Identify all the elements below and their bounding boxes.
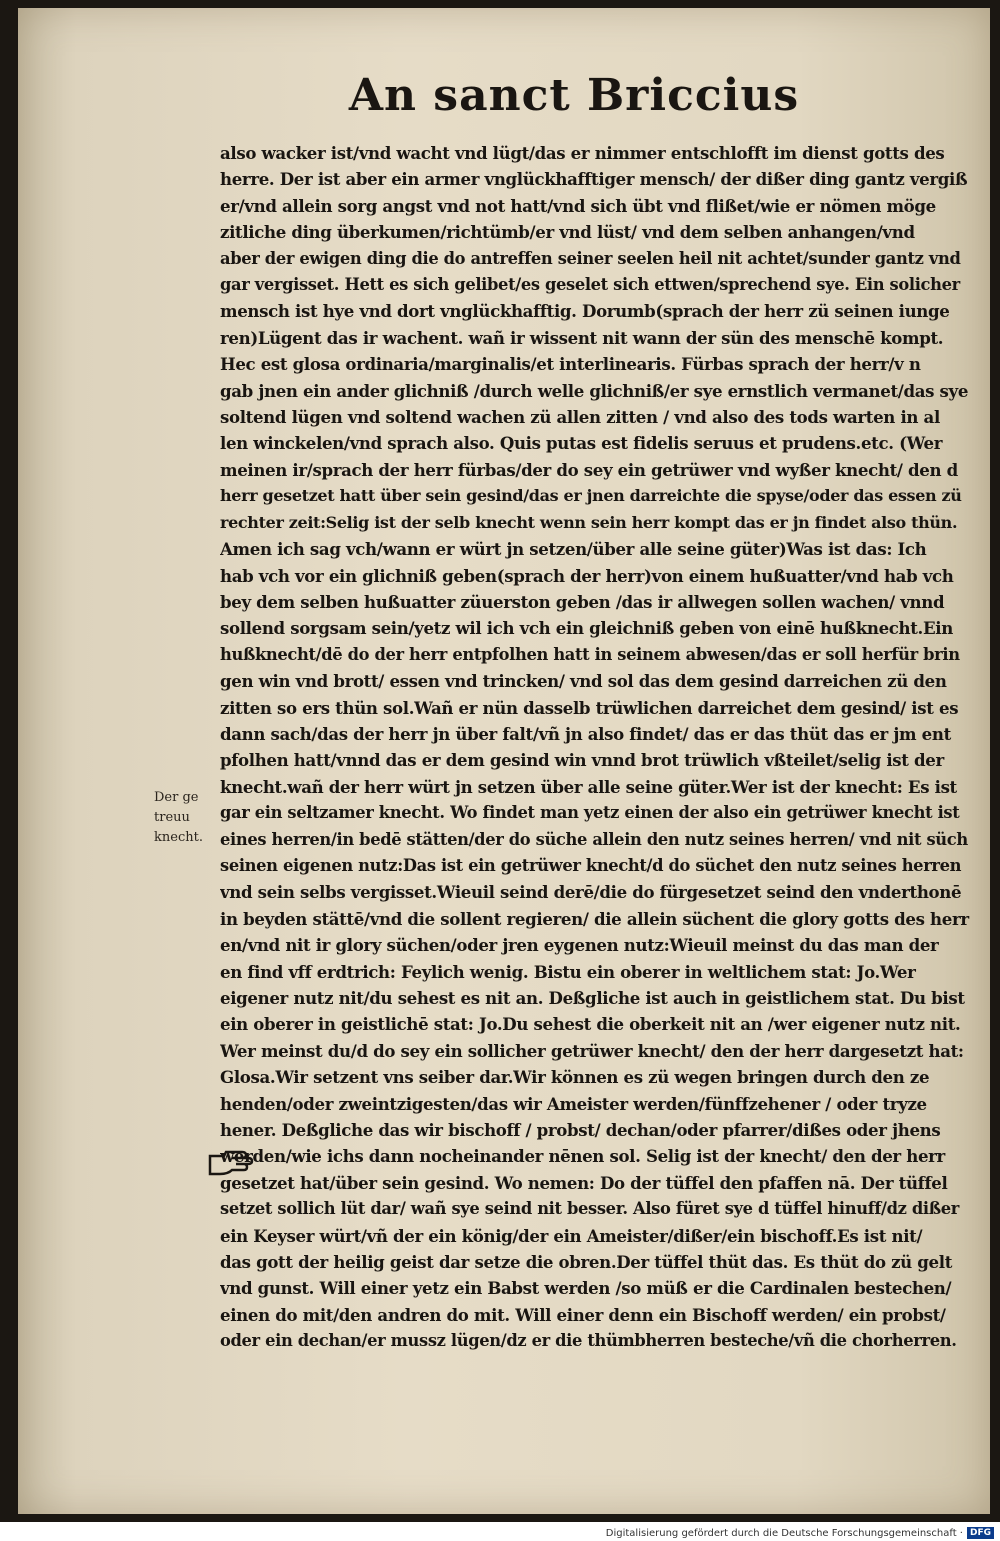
- text-line: Glosa.Wir setzent vns seiber dar.Wir können es zü wegen bringen durch den ze: [220, 1067, 930, 1088]
- text-line: hab vch vor ein glichniß geben(sprach der herr)von einem hußuatter/vnd hab vch: [220, 565, 954, 586]
- text-line: meinen ir/sprach der herr fürbas/der do sey ein getrüwer vnd wyßer knecht/ den d: [220, 459, 958, 480]
- text-line: knecht.wañ der herr würt jn setzen über alle seine güter.Wer ist der knecht: Es ist: [220, 776, 957, 797]
- text-line: soltend lügen vnd soltend wachen zü allen zitten / vnd also des tods warten in al: [220, 407, 940, 428]
- text-line: herre. Der ist aber ein armer vnglückhafftiger mensch/ der dißer ding gantz vergiß: [220, 169, 968, 190]
- text-line: einen do mit/den andren do mit. Will einer denn ein Bischoff werden/ ein probst/: [220, 1304, 946, 1325]
- text-line: ren)Lügent das ir wachent. wañ ir wissent nit wann der sün des menschē kompt.: [220, 327, 944, 348]
- text-line: bey dem selben hußuatter züuerston geben /das ir allwegen sollen wachen/ vnnd: [220, 591, 945, 612]
- text-line: in beyden stättē/vnd die sollent regieren/ die allein süchent die glory gotts des herr: [220, 908, 969, 929]
- text-line: er/vnd allein sorg angst vnd not hatt/vnd sich übt vnd flißet/wie er nömen möge: [220, 195, 936, 216]
- text-line: das gott der heilig geist dar setze die obren.Der tüffel thüt das. Es thüt do zü gelt: [220, 1252, 953, 1273]
- text-line: gesetzet hat/über sein gesind. Wo nemen: Do der tüffel den pfaffen nā. Der tüffel: [220, 1172, 948, 1193]
- text-line: ein oberer in geistlichē stat: Jo.Du sehest die oberkeit nit an /wer eigener nutz nit.: [220, 1014, 961, 1035]
- text-line: eigener nutz nit/du sehest es nit an. Deßgliche ist auch in geistlichem stat. Du bist: [220, 988, 965, 1008]
- text-line: sollend sorgsam sein/yetz wil ich vch ein gleichniß geben von einē hußknecht.Ein: [220, 618, 953, 639]
- text-line: ein Keyser würt/vñ der ein könig/der ein Ameister/dißer/ein bischoff.Es ist nit/: [220, 1225, 923, 1246]
- text-line: zitliche ding überkumen/richtümb/er vnd lüst/ vnd dem selben anhangen/vnd: [220, 222, 915, 243]
- text-line: herr gesetzet hatt über sein gesind/das er jnen darreichte die spyse/oder das essen zü: [220, 486, 962, 506]
- margin-note-line: Der ge: [154, 790, 199, 805]
- text-line: also wacker ist/vnd wacht vnd lügt/das er nimmer entschlofft im dienst gotts des: [220, 143, 945, 163]
- text-line: en/vnd nit ir glory süchen/oder jren eygenen nutz:Wieuil meinst du das man der: [220, 935, 939, 956]
- text-line: gar vergisset. Hett es sich gelibet/es geselet sich ettwen/sprechend sye. Ein solicher: [220, 275, 960, 295]
- text-line: pfolhen hatt/vnnd das er dem gesind win vnnd brot trüwlich vßteilet/selig ist der: [220, 750, 944, 771]
- book-page: [18, 8, 990, 1514]
- text-line: gen win vnd brott/ essen vnd trincken/ vnd sol das dem gesind darreichen zü den: [220, 671, 947, 692]
- margin-note-line: treuu: [154, 810, 190, 825]
- text-line: eines herren/in bedē stätten/der do süche allein den nutz seines herren/ vnd nit süch: [220, 829, 968, 849]
- text-line: Hec est glosa ordinaria/marginalis/et interlinearis. Fürbas sprach der herr/v n: [220, 354, 921, 375]
- text-line: Wer meinst du/d do sey ein sollicher getrüwer knecht/ den der herr dargesetzt hat:: [220, 1040, 964, 1061]
- text-line: len winckelen/vnd sprach also. Quis putas est fidelis seruus et prudens.etc. (Wer: [220, 433, 943, 454]
- text-line: setzet sollich lüt dar/ wañ sye seind nit besser. Also füret sye d tüffel hinuff/dz dißer: [220, 1199, 959, 1219]
- dfg-logo: DFG: [967, 1527, 994, 1539]
- margin-note-line: knecht.: [154, 830, 203, 845]
- text-line: en find vff erdtrich: Feylich wenig. Bistu ein oberer in weltlichem stat: Jo.Wer: [220, 961, 916, 982]
- text-line: seinen eigenen nutz:Das ist ein getrüwer knecht/d do süchet den nutz seines herren: [220, 855, 962, 875]
- text-line: gar ein seltzamer knecht. Wo findet man yetz einen der also ein getrüwer knecht ist: [220, 803, 960, 823]
- body-text: [220, 140, 970, 1355]
- text-line: vnd gunst. Will einer yetz ein Babst werden /so müß er die Cardinalen bestechen/: [220, 1278, 952, 1299]
- text-line: henden/oder zweintzigesten/das wir Ameister werden/fünffzehener / oder tryze: [220, 1093, 927, 1114]
- text-line: gab jnen ein ander glichniß /durch welle glichniß/er sye ernstlich vermanet/das sye: [220, 380, 969, 401]
- footer-credit: [606, 1526, 994, 1540]
- text-line: dann sach/das der herr jn über falt/vñ jn also findet/ das er das thüt das er jm ent: [220, 723, 951, 744]
- text-line: hener. Deßgliche das wir bischoff / probst/ dechan/oder pfarrer/dißes oder jhens: [220, 1120, 941, 1141]
- text-line: oder ein dechan/er mussz lügen/dz er die thümbherren besteche/vñ die chorherren.: [220, 1331, 957, 1351]
- page-heading: An sanct Briccius: [348, 70, 800, 121]
- text-line: aber der ewigen ding die do antreffen seiner seelen heil nit achtet/sunder gantz vnd: [220, 248, 961, 268]
- text-line: zitten so ers thün sol.Wañ er nün dasselb trüwlichen darreichet dem gesind/ ist es: [220, 697, 959, 718]
- text-line: Amen ich sag vch/wann er würt jn setzen/über alle seine güter)Was ist das: Ich: [220, 539, 927, 560]
- text-line: hußknecht/dē do der herr entpfolhen hatt in seinem abwesen/das er soll herfür brin: [220, 644, 960, 664]
- text-line: werden/wie ichs dann nocheinander nēnen sol. Selig ist der knecht/ den der herr: [220, 1146, 945, 1167]
- footer-credit-text: Digitalisierung gefördert durch die Deutsche Forschungsgemeinschaft ·: [605, 1527, 963, 1539]
- text-line: mensch ist hye vnd dort vnglückhafftig. Dorumb(sprach der herr zü seinen iunge: [220, 301, 950, 322]
- text-line: vnd sein selbs vergisset.Wieuil seind derē/die do fürgesetzet seind den vnderthonē: [220, 882, 962, 903]
- text-line: rechter zeit:Selig ist der selb knecht wenn sein herr kompt das er jn findet also thün.: [220, 512, 958, 532]
